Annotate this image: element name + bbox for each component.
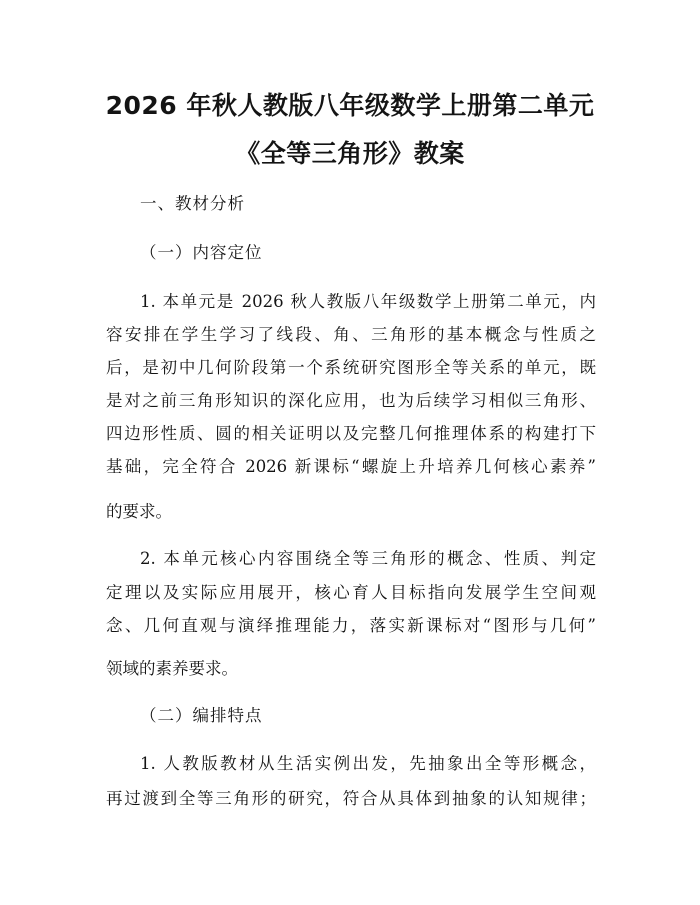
document-title-line-2: 《全等三角形》教案 xyxy=(235,139,465,168)
paragraph-3-line-1: 1. 人教版教材从生活实例出发，先抽象出全等形概念， xyxy=(140,754,596,773)
paragraph-2-line-4: 领域的素养要求。 xyxy=(106,659,238,678)
paragraph-2-line-1: 2. 本单元核心内容围绕全等三角形的概念、性质、判定 xyxy=(140,549,596,568)
paragraph-1-line-7: 的要求。 xyxy=(106,502,172,521)
subsection-heading-layout-features: （二）编排特点 xyxy=(140,706,263,725)
document-title-line-1: 2026 年秋人教版八年级数学上册第二单元 xyxy=(105,91,595,120)
paragraph-1-line-4: 是对之前三角形知识的深化应用，也为后续学习相似三角形、 xyxy=(106,391,596,410)
paragraph-2-line-3: 念、几何直观与演绎推理能力，落实新课标对“图形与几何” xyxy=(106,616,596,635)
section-heading-textbook-analysis: 一、教材分析 xyxy=(140,194,245,213)
paragraph-2-line-2: 定理以及实际应用展开，核心育人目标指向发展学生空间观 xyxy=(106,583,596,602)
paragraph-1-line-5: 四边形性质、圆的相关证明以及完整几何推理体系的构建打下 xyxy=(106,424,596,443)
paragraph-3-line-2: 再过渡到全等三角形的研究，符合从具体到抽象的认知规律； xyxy=(106,789,596,808)
paragraph-1-line-2: 容安排在学生学习了线段、角、三角形的基本概念与性质之 xyxy=(106,325,596,344)
paragraph-1-line-3: 后，是初中几何阶段第一个系统研究图形全等关系的单元，既 xyxy=(106,358,596,377)
subsection-heading-content-positioning: （一）内容定位 xyxy=(140,243,263,262)
paragraph-1-line-6: 基础，完全符合 2026 新课标“螺旋上升培养几何核心素养” xyxy=(106,457,596,476)
paragraph-1-line-1: 1. 本单元是 2026 秋人教版八年级数学上册第二单元，内 xyxy=(140,292,596,311)
